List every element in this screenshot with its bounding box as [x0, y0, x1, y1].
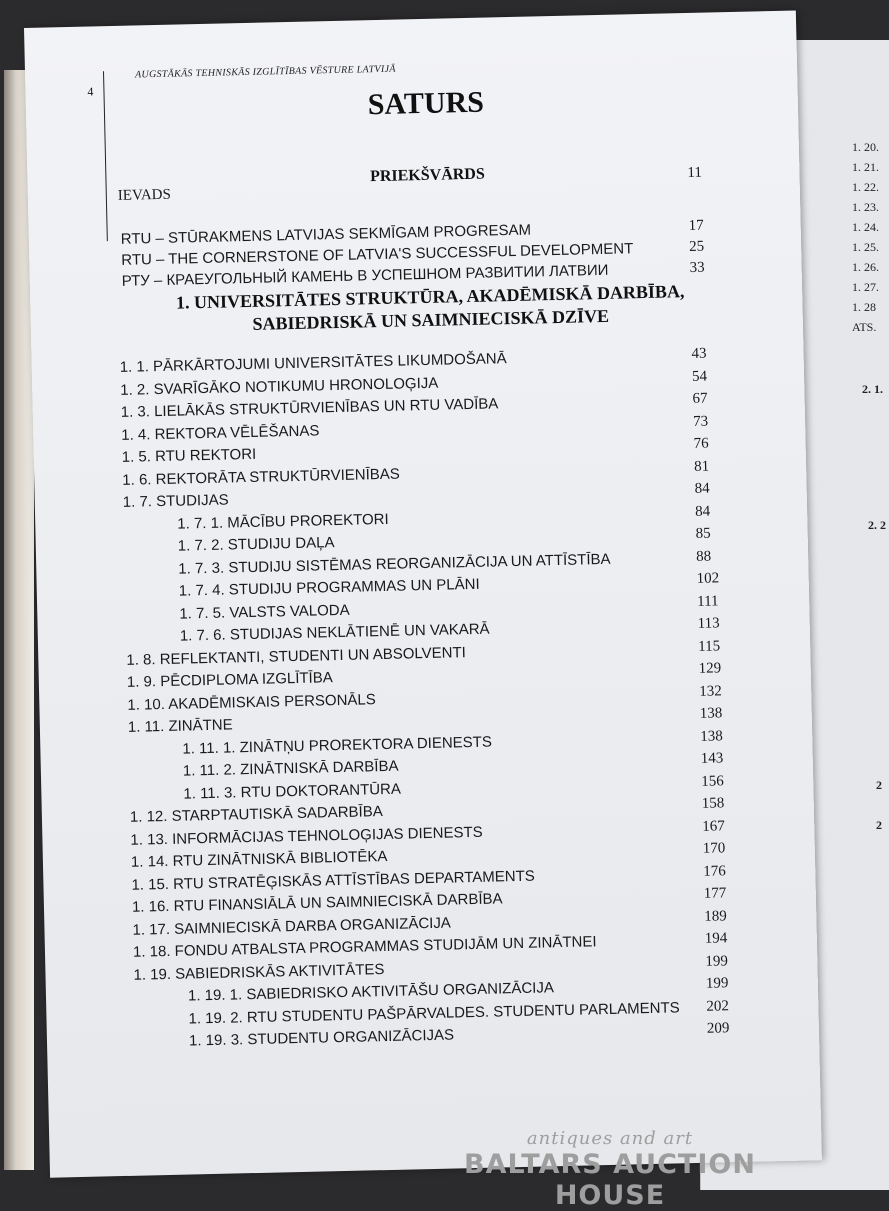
- toc-entry-page: 132: [699, 682, 722, 700]
- toc-entry-page: 129: [698, 660, 722, 677]
- book-page: [24, 10, 822, 1177]
- toc-entry-label: 1. 17. SAIMNIECISKĀ DARBA ORGANIZĀCIJA: [132, 914, 452, 939]
- side-item: 1. 23.: [852, 200, 879, 214]
- toc-entry-label: 1. 7. 1. MĀCĪBU PROREKTORI: [177, 510, 389, 533]
- toc-entry-page: 167: [702, 817, 725, 835]
- side-item: 1. 21.: [852, 160, 879, 174]
- side-item: 1. 27.: [852, 280, 879, 294]
- toc-entry-label: 1. 7. 6. STUDIJAS NEKLĀTIENĒ UN VAKARĀ: [179, 620, 490, 645]
- toc-entry-label: 1. 11. 2. ZINĀTNISKĀ DARBĪBA: [182, 757, 399, 780]
- running-head: AUGSTĀKĀS TEHNISKĀS IZGLĪTĪBAS VĒSTURE LATVIJĀ: [134, 63, 396, 81]
- side-item: ATS.: [852, 320, 877, 334]
- toc-entry-page: 143: [700, 750, 724, 767]
- page-number: 4: [87, 84, 94, 99]
- intro-item-page: 25: [688, 238, 705, 255]
- toc-entry-page: 138: [700, 727, 723, 745]
- side-item: 1. 20.: [852, 140, 879, 154]
- toc-entry-page: 43: [691, 345, 707, 362]
- toc-entry-page: 176: [703, 862, 726, 880]
- toc-entry-label: 1. 19. SABIEDRISKĀS AKTIVITĀTES: [133, 960, 385, 984]
- toc-entry-label: 1. 3. LIELĀKĀS STRUKTŪRVIENĪBAS UN RTU VADĪBA: [120, 395, 499, 421]
- toc-entry-page: 209: [706, 1020, 730, 1037]
- chapter-heading-1: 1. UNIVERSITĀTES STRUKTŪRA, AKADĒMISKĀ DARBĪBA,: [175, 281, 685, 313]
- intro-item-label: РТУ – КРАЕУГОЛЬНЫЙ КАМЕНЬ В УСПЕШНОМ РАЗВИТИИ ЛАТВИИ: [121, 261, 609, 290]
- page-title: SATURS: [367, 85, 485, 122]
- toc-entry-label: 1. 8. REFLEKTANTI, STUDENTI UN ABSOLVENTI: [126, 643, 466, 669]
- toc-entry-page: 177: [703, 885, 727, 902]
- toc-entry-label: 1. 19. 3. STUDENTU ORGANIZĀCIJAS: [188, 1026, 455, 1050]
- side-mark: 2: [876, 818, 882, 832]
- toc-entry-page: 111: [697, 592, 719, 610]
- side-item: 1. 28: [852, 300, 876, 314]
- watermark: [410, 1128, 810, 1211]
- toc-entry-page: 202: [706, 997, 730, 1015]
- intro-item-label: RTU – STŪRAKMENS LATVIJAS SEKMĪGAM PROGRESAM: [120, 221, 532, 248]
- side-mark: 2. 1.: [862, 382, 883, 396]
- intro-label: IEVADS: [117, 186, 172, 204]
- toc-entry-label: 1. 5. RTU REKTORI: [121, 445, 257, 466]
- toc-entry-label: 1. 10. AKADĒMISKAIS PERSONĀLS: [127, 690, 376, 714]
- toc-entry-label: 1. 19. 2. RTU STUDENTU PAŠPĀRVALDES. STUDENTU PARLAMENTS: [188, 998, 680, 1028]
- toc-entry-label: 1. 13. INFORMĀCIJAS TEHNOLOĢIJAS DIENESTS: [130, 823, 483, 849]
- toc-entry-page: 76: [693, 435, 709, 452]
- toc-entry-page: 170: [702, 840, 726, 857]
- side-item: 1. 25.: [852, 240, 879, 254]
- toc-entry-page: 199: [705, 952, 729, 970]
- toc-entry-label: 1. 2. SVARĪGĀKO NOTIKUMU HRONOLOĢIJA: [120, 374, 439, 399]
- next-page-list: [852, 140, 879, 340]
- toc-entry-label: 1. 7. 3. STUDIJU SISTĒMAS REORGANIZĀCIJA UN ATTĪSTĪBA: [178, 550, 611, 578]
- toc-entry-label: 1. 7. 4. STUDIJU PROGRAMMAS UN PLĀNI: [178, 575, 480, 600]
- toc-entry-page: 199: [705, 975, 729, 992]
- intro-item-page: 17: [688, 217, 704, 234]
- toc-entry-page: 194: [704, 930, 728, 947]
- toc-entry-label: 1. 6. REKTORĀTA STRUKTŪRVIENĪBAS: [122, 465, 400, 489]
- toc-entry-page: 102: [696, 570, 720, 587]
- toc-entry-label: 1. 7. STUDIJAS: [122, 491, 229, 511]
- toc-entry-label: 1. 16. RTU FINANSIĀLĀ UN SAIMNIECISKĀ DARBĪBA: [131, 890, 503, 916]
- toc-entry-page: 158: [701, 795, 725, 812]
- toc-entry-label: 1. 11. 1. ZINĀTŅU PROREKTORA DIENESTS: [182, 733, 493, 758]
- toc-entry-page: 113: [697, 615, 720, 632]
- side-item: 1. 22.: [852, 180, 879, 194]
- toc-entry-label: 1. 1. PĀRKĀRTOJUMI UNIVERSITĀTES LIKUMDOŠANĀ: [119, 350, 507, 376]
- watermark-brand: BALTARS AUCTION HOUSE: [464, 1149, 756, 1211]
- toc-entry-label: 1. 9. PĒCDIPLOMA IZGLĪTĪBA: [126, 669, 333, 691]
- toc-entry-page: 73: [692, 413, 709, 430]
- side-item: 1. 26.: [852, 260, 879, 274]
- toc-entry-page: 81: [693, 458, 710, 475]
- toc-entry-page: 67: [692, 390, 708, 407]
- toc-entry-page: 156: [701, 772, 724, 790]
- toc-entry-label: 1. 7. 2. STUDIJU DAĻA: [177, 534, 335, 555]
- toc-entry-page: 84: [694, 480, 710, 497]
- foreword-heading: PRIEKŠVĀRDS: [369, 165, 485, 186]
- side-item: 1. 24.: [852, 220, 879, 234]
- side-mark: 2: [876, 778, 882, 792]
- toc-entry-label: 1. 4. REKTORA VĒLĒŠANAS: [121, 421, 320, 444]
- watermark-tagline: antiques and art: [526, 1128, 694, 1149]
- toc-entry-label: 1. 11. ZINĀTNE: [127, 716, 233, 736]
- toc-entry-label: 1. 14. RTU ZINĀTNISKĀ BIBLIOTĒKA: [130, 847, 388, 871]
- toc-entry-page: 88: [695, 548, 712, 565]
- toc-entry-label: 1. 7. 5. VALSTS VALODA: [179, 601, 350, 623]
- toc-entry-page: 115: [698, 637, 721, 655]
- intro-item-page: 33: [689, 259, 705, 276]
- side-mark: 2. 2: [868, 518, 886, 532]
- toc-entry-page: 138: [699, 705, 723, 722]
- toc-entry-label: 1. 19. 1. SABIEDRISKO AKTIVITĀŠU ORGANIZĀCIJA: [187, 979, 555, 1005]
- toc-entry-label: 1. 18. FONDU ATBALSTA PROGRAMMAS STUDIJĀM UN ZINĀTNEI: [132, 933, 597, 961]
- toc-entry-page: 54: [691, 368, 708, 385]
- toc-entry-page: 189: [704, 907, 728, 925]
- foreword-page: 11: [687, 164, 703, 181]
- chapter-heading-2: SABIEDRISKĀ UN SAIMNIECISKĀ DZĪVE: [252, 305, 610, 334]
- toc-entry-label: 1. 12. STARPTAUTISKĀ SADARBĪBA: [129, 803, 383, 826]
- toc-entry-page: 85: [695, 525, 711, 542]
- toc-entry-label: 1. 15. RTU STRATĒĢISKĀS ATTĪSTĪBAS DEPARTAMENTS: [131, 867, 535, 894]
- toc-entry-page: 84: [694, 503, 711, 520]
- toc-entry-label: 1. 11. 3. RTU DOKTORANTŪRA: [183, 780, 402, 803]
- intro-item-label: RTU – THE CORNERSTONE OF LATVIA'S SUCCESSFUL DEVELOPMENT: [121, 240, 634, 269]
